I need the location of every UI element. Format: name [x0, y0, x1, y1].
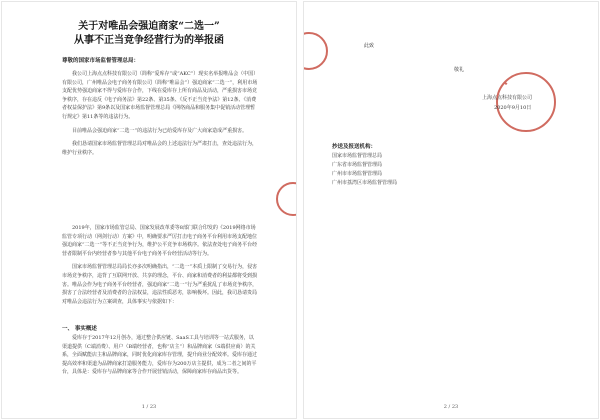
- list-item: 国家市场监督管理总局: [332, 153, 383, 159]
- closing-text: 此致: [364, 43, 375, 49]
- page-number: 2 / 23: [443, 404, 459, 410]
- seal-star-icon: ★: [504, 82, 509, 87]
- paragraph: 目前唯品会强迫商家“二选一”的违法行为已给爱库存及广大商家造成严重损害。: [72, 127, 248, 134]
- section-heading: 一、 事实概述: [62, 326, 97, 332]
- company-seal: [496, 72, 556, 132]
- letter-title-line2: 从事不正当竞争经营行为的举报函: [74, 35, 224, 46]
- paragraph: 爱库存于2017年12月创办，通过整合供应链、SaaS工具与培训等一站式服务，以渠道提供（C端消费）、用户（B端经营者，也称“店主”）和品牌商家（S端供应商）的关系，全面赋能店主和品牌商家，同时优化商家库存管理，提升商业分配效率。爱库存通过提高效率和渠道为品牌商家打造服务能力，爱库存为200万店主提供，成为二者之间的平台，具体是：爱库存与品牌商家等合作开展营销活动，保障商家库存商品出货等。: [62, 335, 258, 376]
- seal-stamp-edge: [304, 32, 328, 70]
- page-number: 1 / 23: [141, 404, 157, 410]
- paragraph: 国家市场监督管理总局局长亦多次明确指出，“二选一”本质上限制了交易行为，侵害市场竞争秩序，违背了互联网开放、共享的理念，平台、商家和消费者的利益都将受到损害。唯品会作为电子商务平台经营者，强迫商家“二选一”行为严重扰乱了市场竞争秩序，损害了合法经营者及消费者的合法权益，违法性质恶劣，影响极坏。因此，我司恳请贵局对唯品会违法行为立案调查，具体事实与依据如下：: [62, 264, 258, 305]
- signing-company: 上海点点科技有限公司: [482, 95, 533, 101]
- paragraph: 我公司上海点点科技有限公司（简称“爱库存”或“AKC”）现实名举报唯品会（中国）有限公司，广州唯品会电子商务有限公司（简称“唯品会”）强迫商家“二选一”，利用市场支配优势强迫商家不得与爱库存合作，下线在爱库存上所有商品及活动，严重损害市场竞争秩序，存在违反《电子商务法》第22条、第35条、《反不正当竞争法》第12条、《消费者权益保护法》第9条以及国家市场监督管理总局《网络商品和服务集中促销活动管理暂行规定》第11条等的违法行为。: [62, 71, 258, 120]
- document-page-1: [2, 2, 296, 418]
- paragraph: 我们恳请国家市场监督管理总局对唯品会的上述违法行为严肃打击，查处违法行为，维护行业秩序。: [62, 141, 258, 156]
- seal-stamp-edge: [276, 182, 296, 216]
- body-block-3: [62, 334, 258, 396]
- list-item: 广东省市场监督管理局: [332, 162, 383, 168]
- signing-date: 2020年9月10日: [494, 105, 532, 111]
- body-block-1: [62, 70, 258, 162]
- cc-list: [332, 152, 397, 188]
- list-item: 广州市荔湾区市场监督管理局: [332, 180, 398, 186]
- document-page-2: [304, 2, 598, 418]
- body-block-2: [62, 224, 258, 311]
- salutation: 尊敬的国家市场监督管理总局：: [62, 58, 140, 64]
- paragraph: 2019年，国家市场监管总局、国家发展改革委等8部门联合印发的《2019网络市场监管专项行动（网剑行动）方案》中，明确要求严厉打击电子商务平台利用市场支配地位强迫商家“二选一”等不正当竞争行为，维护公平竞争市场秩序。依法查处电子商务平台经营者限制平台内经营者参与其他平台电子商务平台经营活动等行为。: [62, 225, 258, 257]
- salute-word: 敬礼: [454, 67, 465, 73]
- cc-heading: 抄送及报送机构：: [332, 144, 377, 150]
- list-item: 广州市市场监督管理局: [332, 171, 383, 177]
- letter-title-line1: 关于对唯品会强迫商家“二选一”: [78, 21, 220, 32]
